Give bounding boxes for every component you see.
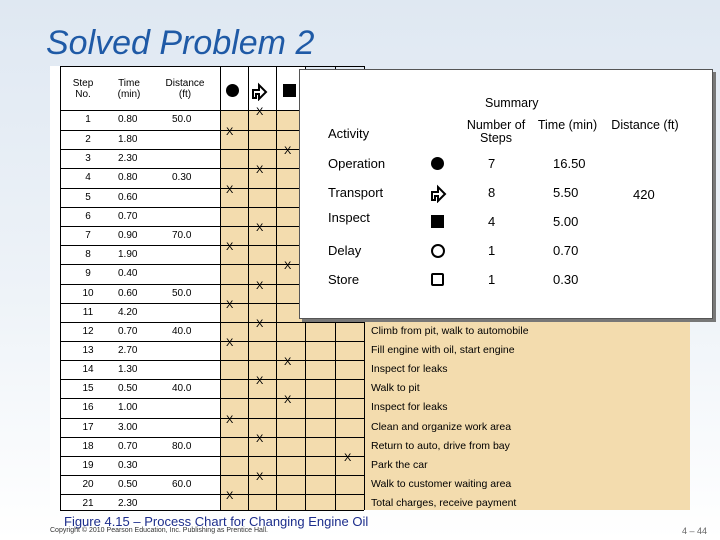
table-border-line	[60, 66, 364, 67]
activity-mark: X	[256, 222, 264, 234]
time-cell: 0.70	[118, 211, 138, 222]
step-number-cell: 16	[82, 402, 94, 413]
summary-panel	[299, 69, 713, 319]
activity-mark: X	[256, 318, 264, 330]
table-border-line	[60, 510, 364, 511]
header-step: Step No.	[72, 78, 94, 100]
distance-cell: 50.0	[172, 288, 192, 299]
table-row-divider	[60, 398, 364, 399]
activity-mark: X	[256, 433, 264, 445]
summary-title: Summary	[485, 96, 539, 110]
time-cell: 1.00	[118, 402, 138, 413]
summary-activity: Transport	[328, 185, 384, 200]
activity-mark: X	[226, 241, 234, 253]
time-cell: 2.30	[118, 498, 138, 509]
step-description: Inspect for leaks	[371, 363, 448, 375]
distance-cell: 60.0	[172, 479, 192, 490]
time-cell: 1.90	[118, 249, 138, 260]
time-cell: 0.30	[118, 460, 138, 471]
time-cell: 2.30	[118, 153, 138, 164]
summary-steps: 1	[488, 272, 496, 287]
page-number: 4 – 44	[682, 526, 708, 536]
step-description: Total charges, receive payment	[371, 497, 517, 509]
step-number-cell: 2	[85, 134, 91, 145]
time-cell: 0.80	[118, 172, 138, 183]
copyright-notice: Copyright © 2010 Pearson Education, Inc. Publishing as Prentice Hall.	[50, 527, 269, 534]
step-number-cell: 7	[85, 230, 91, 241]
step-number-cell: 6	[85, 211, 91, 222]
step-number-cell: 19	[82, 460, 94, 471]
time-cell: 0.60	[118, 288, 138, 299]
step-number-cell: 11	[82, 307, 94, 318]
step-number-cell: 12	[82, 326, 94, 337]
activity-mark: X	[256, 471, 264, 483]
time-cell: 2.70	[118, 345, 138, 356]
distance-cell: 80.0	[172, 441, 192, 452]
summary-steps: 8	[488, 185, 496, 200]
summary-header-distance: Distance (ft)	[611, 118, 679, 132]
step-description: Clean and organize work area	[371, 421, 512, 433]
step-number-cell: 1	[85, 114, 91, 125]
summary-header-steps: Number of Steps	[466, 118, 526, 145]
summary-time: 5.00	[553, 214, 579, 229]
store-icon	[431, 273, 444, 286]
table-column-line	[220, 66, 221, 510]
inspect-symbol-icon	[283, 84, 296, 97]
step-description: Return to auto, drive from bay	[371, 440, 510, 452]
table-column-line	[276, 66, 277, 510]
summary-steps: 7	[488, 156, 496, 171]
step-number-cell: 10	[82, 288, 94, 299]
time-cell: 0.70	[118, 326, 138, 337]
activity-mark: X	[284, 356, 292, 368]
time-cell: 0.90	[118, 230, 138, 241]
summary-time: 0.70	[553, 243, 579, 258]
activity-mark: X	[226, 299, 234, 311]
delay-icon	[431, 244, 445, 258]
summary-activity: Inspect	[328, 210, 370, 225]
summary-steps: 1	[488, 243, 496, 258]
table-column-line	[248, 66, 249, 510]
time-cell: 0.70	[118, 441, 138, 452]
summary-time: 5.50	[553, 185, 579, 200]
summary-total-distance: 420	[633, 187, 655, 202]
step-description: Inspect for leaks	[371, 401, 448, 413]
activity-mark: X	[284, 394, 292, 406]
transport-arrow-icon	[250, 81, 268, 101]
time-cell: 0.60	[118, 192, 138, 203]
step-description: Park the car	[371, 459, 428, 471]
step-number-cell: 15	[82, 383, 94, 394]
inspect-icon	[431, 215, 444, 228]
step-description: Fill engine with oil, start engine	[371, 344, 515, 356]
table-row-divider	[60, 475, 364, 476]
activity-mark: X	[226, 126, 234, 138]
time-cell: 3.00	[118, 422, 138, 433]
activity-mark: X	[256, 164, 264, 176]
step-number-cell: 14	[82, 364, 94, 375]
step-number-cell: 13	[82, 345, 94, 356]
distance-cell: 70.0	[172, 230, 192, 241]
step-number-cell: 9	[85, 268, 91, 279]
activity-mark: X	[256, 106, 264, 118]
activity-mark: X	[226, 414, 234, 426]
activity-mark: X	[226, 490, 234, 502]
step-number-cell: 8	[85, 249, 91, 260]
activity-mark: X	[284, 260, 292, 272]
slide-title: Solved Problem 2	[46, 24, 315, 62]
transport-icon	[429, 183, 447, 203]
header-distance: Distance (ft)	[165, 78, 205, 100]
activity-mark: X	[226, 184, 234, 196]
activity-mark: X	[226, 337, 234, 349]
time-cell: 0.50	[118, 479, 138, 490]
step-description: Climb from pit, walk to automobile	[371, 325, 529, 337]
header-time: Time (min)	[117, 78, 141, 100]
time-cell: 0.50	[118, 383, 138, 394]
summary-activity: Store	[328, 272, 360, 287]
summary-time: 16.50	[553, 156, 586, 171]
table-row-divider	[60, 379, 364, 380]
summary-header-time: Time (min)	[537, 118, 598, 132]
step-number-cell: 3	[85, 153, 91, 164]
operation-icon	[431, 157, 444, 170]
summary-activity: Operation	[328, 156, 386, 171]
table-row-divider	[60, 456, 364, 457]
distance-cell: 0.30	[172, 172, 192, 183]
step-description: Walk to customer waiting area	[371, 478, 512, 490]
step-number-cell: 20	[82, 479, 94, 490]
distance-cell: 40.0	[172, 383, 192, 394]
step-number-cell: 17	[82, 422, 94, 433]
table-column-line	[60, 66, 61, 510]
distance-cell: 50.0	[172, 114, 192, 125]
time-cell: 0.80	[118, 114, 138, 125]
summary-time: 0.30	[553, 272, 579, 287]
time-cell: 0.40	[118, 268, 138, 279]
step-number-cell: 21	[82, 498, 94, 509]
summary-header-activity: Activity	[328, 126, 370, 141]
table-row-divider	[60, 437, 364, 438]
table-row-divider	[60, 494, 364, 495]
summary-activity: Delay	[328, 243, 362, 258]
table-row-divider	[60, 360, 364, 361]
activity-mark: X	[284, 145, 292, 157]
table-row-divider	[60, 418, 364, 419]
distance-cell: 40.0	[172, 326, 192, 337]
time-cell: 4.20	[118, 307, 138, 318]
activity-mark: X	[344, 452, 352, 464]
time-cell: 1.80	[118, 134, 138, 145]
step-number-cell: 4	[85, 172, 91, 183]
figure-caption: Figure 4.15 – Process Chart for Changing Engine Oil	[64, 514, 369, 529]
summary-steps: 4	[488, 214, 496, 229]
table-row-divider	[60, 322, 364, 323]
table-row-divider	[60, 341, 364, 342]
step-number-cell: 5	[85, 192, 91, 203]
operation-symbol-icon	[226, 84, 239, 97]
activity-mark: X	[256, 375, 264, 387]
step-description: Walk to pit	[371, 382, 420, 394]
activity-mark: X	[256, 280, 264, 292]
time-cell: 1.30	[118, 364, 138, 375]
step-number-cell: 18	[82, 441, 94, 452]
